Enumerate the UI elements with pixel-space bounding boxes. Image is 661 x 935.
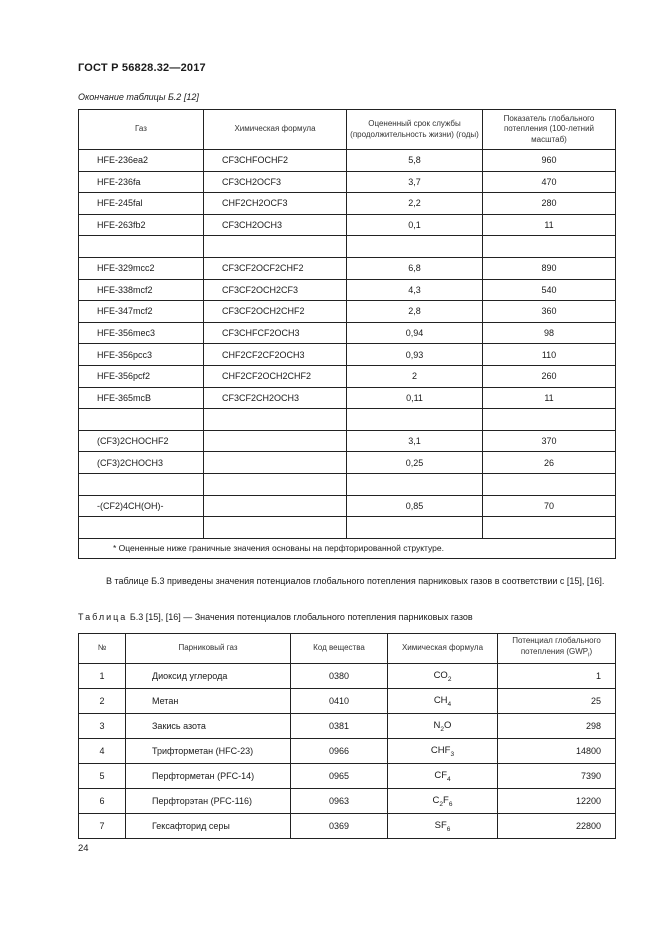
cell-gwp: [483, 473, 616, 495]
cell-num: 6: [79, 789, 126, 814]
cell-gas: -(CF2)4CH(OH)-: [79, 495, 204, 517]
cell-gwp-value: 12200: [498, 789, 616, 814]
table-row: [79, 495, 616, 517]
cell-formula: CF3CF2CH2OCH3: [204, 387, 347, 409]
header-formula: Химическая формула: [204, 110, 347, 150]
table-row: [79, 193, 616, 215]
cell-lifetime: [347, 409, 483, 431]
header-lifetime: Оцененный срок службы (продолжительность жизни) (годы): [347, 110, 483, 150]
cell-gwp: 360: [483, 301, 616, 323]
cell-gas: [79, 517, 204, 539]
cell-gas: (CF3)2CHOCH3: [79, 452, 204, 474]
table-row: [79, 789, 616, 814]
cell-chem-formula: $CHF_3$: [388, 739, 498, 764]
cell-formula: CHF2CH2OCF3: [204, 193, 347, 215]
table-row: [79, 279, 616, 301]
table-b2-header-row: [79, 110, 616, 150]
cell-lifetime: 2,2: [347, 193, 483, 215]
table-b2-body: [79, 150, 616, 539]
cell-gwp: 370: [483, 430, 616, 452]
table-row: [79, 214, 616, 236]
table-row: [79, 365, 616, 387]
cell-gwp: 70: [483, 495, 616, 517]
cell-gwp: 890: [483, 257, 616, 279]
table-row: [79, 452, 616, 474]
cell-gas-name: Метан: [126, 689, 291, 714]
document-title: ГОСТ Р 56828.32—2017: [78, 62, 206, 74]
cell-gwp: 26: [483, 452, 616, 474]
cell-gwp: 11: [483, 387, 616, 409]
cell-code: 0369: [291, 814, 388, 839]
table-row: [79, 714, 616, 739]
table-b2-footnote: * Оцененные ниже граничные значения основаны на перфторированной структуре.: [79, 538, 616, 558]
cell-formula: CF3CH2OCF3: [204, 171, 347, 193]
cell-formula: [204, 517, 347, 539]
cell-formula: CF3CHFOCHF2: [204, 150, 347, 172]
cell-gwp: 260: [483, 365, 616, 387]
cell-num: 5: [79, 764, 126, 789]
table-b3-caption-text: Б.3 [15], [16] — Значения потенциалов глобального потепления парниковых газов: [129, 612, 473, 622]
cell-gas-name: Перфторэтан (PFC-116): [126, 789, 291, 814]
cell-lifetime: 3,1: [347, 430, 483, 452]
table-row: [79, 257, 616, 279]
cell-gas: HFE-236fa: [79, 171, 204, 193]
cell-gas: [79, 409, 204, 431]
cell-gwp: [483, 409, 616, 431]
header-num: №: [79, 634, 126, 664]
cell-code: 0966: [291, 739, 388, 764]
cell-gwp: 540: [483, 279, 616, 301]
cell-gas-name: Гексафторид серы: [126, 814, 291, 839]
table-row: [79, 689, 616, 714]
cell-gwp-value: 1: [498, 664, 616, 689]
table-row: [79, 473, 616, 495]
cell-num: 2: [79, 689, 126, 714]
cell-lifetime: [347, 517, 483, 539]
cell-lifetime: [347, 236, 483, 258]
cell-gwp-value: 22800: [498, 814, 616, 839]
header-greenhouse-gas: Парниковый газ: [126, 634, 291, 664]
cell-lifetime: 2: [347, 365, 483, 387]
page-number: 24: [78, 843, 89, 854]
cell-gas: HFE-245fal: [79, 193, 204, 215]
header-gas: Газ: [79, 110, 204, 150]
cell-code: 0380: [291, 664, 388, 689]
cell-formula: [204, 430, 347, 452]
cell-gas: [79, 236, 204, 258]
cell-gas-name: Трифторметан (HFC-23): [126, 739, 291, 764]
table-row: [79, 387, 616, 409]
cell-lifetime: 0,94: [347, 322, 483, 344]
cell-lifetime: 2,8: [347, 301, 483, 323]
table-row: [79, 739, 616, 764]
table-row: [79, 171, 616, 193]
cell-gwp: 11: [483, 214, 616, 236]
cell-gas: HFE-356pcc3: [79, 344, 204, 366]
cell-formula: CHF2CF2OCH2CHF2: [204, 365, 347, 387]
cell-formula: [204, 495, 347, 517]
table-row: [79, 814, 616, 839]
cell-gwp-value: 7390: [498, 764, 616, 789]
cell-code: 0410: [291, 689, 388, 714]
cell-gwp-value: 298: [498, 714, 616, 739]
cell-gas: HFE-356pcf2: [79, 365, 204, 387]
cell-formula: CHF2CF2CF2OCH3: [204, 344, 347, 366]
cell-chem-formula: $SF_6$: [388, 814, 498, 839]
table-b2-footnote-row: [79, 538, 616, 558]
cell-gas: [79, 473, 204, 495]
table-row: [79, 517, 616, 539]
cell-chem-formula: $C_2F_6$: [388, 789, 498, 814]
cell-num: 3: [79, 714, 126, 739]
cell-gas-name: Диоксид углерода: [126, 664, 291, 689]
cell-num: 1: [79, 664, 126, 689]
cell-lifetime: 0,25: [347, 452, 483, 474]
cell-gwp: [483, 236, 616, 258]
cell-gas: HFE-329mcc2: [79, 257, 204, 279]
cell-gas: HFE-365mcB: [79, 387, 204, 409]
header-gwp-potential: Потенциал глобального потепления $(GWP_i)$: [498, 634, 616, 664]
cell-lifetime: 0,1: [347, 214, 483, 236]
table-b3: [78, 633, 616, 839]
cell-formula: CF3CHFCF2OCH3: [204, 322, 347, 344]
table-continuation-caption: Окончание таблицы Б.2 [12]: [78, 92, 199, 102]
table-row: [79, 409, 616, 431]
cell-gas-name: Закись азота: [126, 714, 291, 739]
table-row: [79, 764, 616, 789]
table-row: [79, 322, 616, 344]
cell-lifetime: 3,7: [347, 171, 483, 193]
cell-gas-name: Перфторметан (PFC-14): [126, 764, 291, 789]
cell-gwp: 98: [483, 322, 616, 344]
table-row: [79, 301, 616, 323]
table-b3-caption: [78, 612, 473, 622]
cell-lifetime: 6,8: [347, 257, 483, 279]
header-chem-formula: Химическая формула: [388, 634, 498, 664]
cell-chem-formula: $N_2O$: [388, 714, 498, 739]
cell-lifetime: 0,11: [347, 387, 483, 409]
cell-formula: CF3CF2OCF2CHF2: [204, 257, 347, 279]
cell-num: 7: [79, 814, 126, 839]
table-row: [79, 236, 616, 258]
cell-gwp-value: 25: [498, 689, 616, 714]
cell-gwp: 280: [483, 193, 616, 215]
cell-gas: HFE-236ea2: [79, 150, 204, 172]
table-row: [79, 430, 616, 452]
cell-gas: HFE-263fb2: [79, 214, 204, 236]
table-b3-body: [79, 664, 616, 839]
cell-formula: [204, 409, 347, 431]
table-b3-caption-word: Таблица: [78, 612, 128, 622]
cell-formula: CF3CH2OCH3: [204, 214, 347, 236]
cell-formula: CF3CF2OCH2CF3: [204, 279, 347, 301]
cell-gwp: 470: [483, 171, 616, 193]
cell-gas: HFE-347mcf2: [79, 301, 204, 323]
body-paragraph-text: В таблице Б.3 приведены значения потенциалов глобального потепления парниковых газов в соответствии с [15], [16].: [106, 576, 605, 586]
cell-chem-formula: $CH_4$: [388, 689, 498, 714]
cell-gas: (CF3)2CHOCHF2: [79, 430, 204, 452]
cell-chem-formula: $CF_4$: [388, 764, 498, 789]
cell-formula: [204, 473, 347, 495]
cell-chem-formula: $CO_2$: [388, 664, 498, 689]
cell-lifetime: 4,3: [347, 279, 483, 301]
header-substance-code: Код вещества: [291, 634, 388, 664]
cell-formula: [204, 236, 347, 258]
cell-lifetime: 0,85: [347, 495, 483, 517]
cell-gwp: 110: [483, 344, 616, 366]
body-paragraph: [78, 575, 615, 588]
cell-gas: HFE-338mcf2: [79, 279, 204, 301]
cell-formula: CF3CF2OCH2CHF2: [204, 301, 347, 323]
cell-lifetime: [347, 473, 483, 495]
cell-lifetime: 0,93: [347, 344, 483, 366]
header-gwp: Показатель глобального потепления (100-летний масштаб): [483, 110, 616, 150]
cell-gwp-value: 14800: [498, 739, 616, 764]
cell-gas: HFE-356mec3: [79, 322, 204, 344]
cell-num: 4: [79, 739, 126, 764]
cell-lifetime: 5,8: [347, 150, 483, 172]
table-b2: [78, 109, 616, 559]
cell-gwp: [483, 517, 616, 539]
cell-code: 0965: [291, 764, 388, 789]
table-b3-header-row: [79, 634, 616, 664]
cell-formula: [204, 452, 347, 474]
table-row: [79, 344, 616, 366]
cell-code: 0963: [291, 789, 388, 814]
table-row: [79, 664, 616, 689]
cell-gwp: 960: [483, 150, 616, 172]
cell-code: 0381: [291, 714, 388, 739]
table-row: [79, 150, 616, 172]
